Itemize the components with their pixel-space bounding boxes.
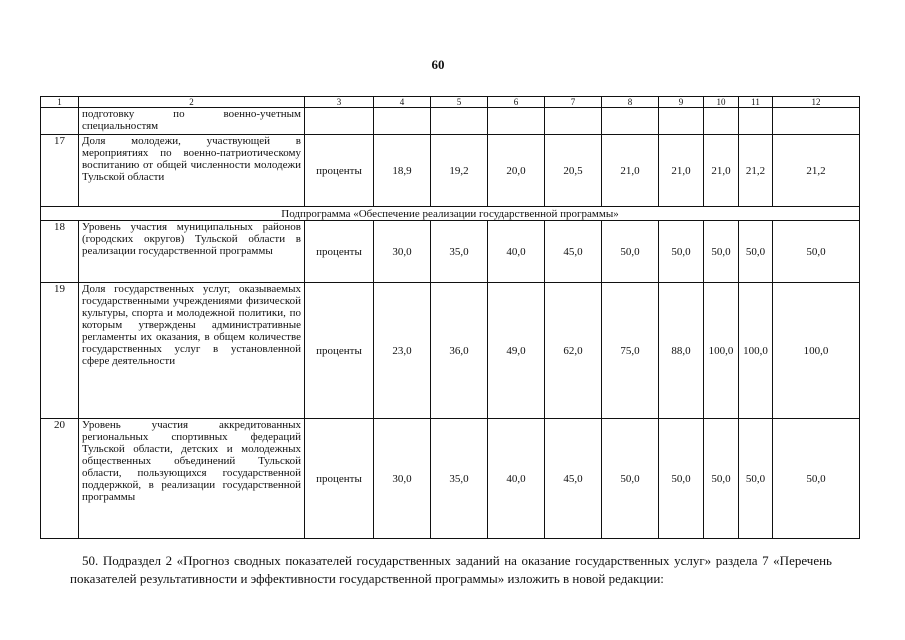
header-cell: 9: [659, 97, 704, 108]
page-number: 60: [431, 57, 445, 72]
value-cell: 100,0: [773, 283, 860, 419]
value-cell: 40,0: [488, 419, 545, 539]
value-cell: 36,0: [431, 283, 488, 419]
value-cell: 50,0: [602, 221, 659, 283]
header-cell: 12: [773, 97, 860, 108]
value-cell: 21,0: [659, 135, 704, 207]
table-row: [41, 419, 860, 539]
table-row: [41, 108, 860, 135]
unit-cell: [305, 108, 374, 135]
unit-cell: проценты: [305, 283, 374, 419]
header-cell: 11: [739, 97, 773, 108]
table-row: [41, 283, 860, 419]
row-number: 18: [41, 221, 79, 283]
value-cell: [545, 108, 602, 135]
unit-cell: проценты: [305, 135, 374, 207]
value-cell: 20,5: [545, 135, 602, 207]
value-cell: 50,0: [602, 419, 659, 539]
value-cell: 30,0: [374, 419, 431, 539]
value-cell: 50,0: [659, 221, 704, 283]
value-cell: 21,0: [704, 135, 739, 207]
header-cell: 3: [305, 97, 374, 108]
value-cell: 45,0: [545, 221, 602, 283]
value-cell: 50,0: [739, 221, 773, 283]
subprogram-title: Подпрограмма «Обеспечение реализации государственной программы»: [41, 207, 860, 221]
table-row: [41, 135, 860, 207]
value-cell: 45,0: [545, 419, 602, 539]
indicator-name: Уровень участия аккредитованных региональных спортивных федераций Тульской области, детских и молодежных общественных объединений Тульской области, пользующихся государственной поддержкой, в реализации государственной программы: [79, 419, 305, 539]
value-cell: 35,0: [431, 419, 488, 539]
value-cell: 23,0: [374, 283, 431, 419]
value-cell: 50,0: [773, 419, 860, 539]
value-cell: 21,2: [739, 135, 773, 207]
indicator-name: Уровень участия муниципальных районов (городских округов) Тульской области в реализации государственной программы: [79, 221, 305, 283]
value-cell: 50,0: [739, 419, 773, 539]
value-cell: 50,0: [704, 221, 739, 283]
header-cell: 6: [488, 97, 545, 108]
value-cell: 88,0: [659, 283, 704, 419]
value-cell: 30,0: [374, 221, 431, 283]
unit-cell: проценты: [305, 419, 374, 539]
value-cell: 62,0: [545, 283, 602, 419]
value-cell: [659, 108, 704, 135]
indicator-name: подготовку по военно-учетным специальностям: [79, 108, 305, 135]
header-cell: 1: [41, 97, 79, 108]
value-cell: 40,0: [488, 221, 545, 283]
indicator-name: Доля молодежи, участвующей в мероприятиях по военно-патриотическому воспитанию от общей численности молодежи Тульской области: [79, 135, 305, 207]
indicator-name: Доля государственных услуг, оказываемых государственными учреждениями физической культуры, спорта и молодежной политики, по которым утверждены административные регламенты их оказания, в общем количестве государственных услуг в установленной сфере деятельности: [79, 283, 305, 419]
value-cell: 19,2: [431, 135, 488, 207]
value-cell: [602, 108, 659, 135]
header-cell: 10: [704, 97, 739, 108]
value-cell: 49,0: [488, 283, 545, 419]
header-cell: 4: [374, 97, 431, 108]
value-cell: 20,0: [488, 135, 545, 207]
value-cell: 18,9: [374, 135, 431, 207]
row-number: 19: [41, 283, 79, 419]
table-row: [41, 221, 860, 283]
value-cell: [488, 108, 545, 135]
value-cell: 100,0: [704, 283, 739, 419]
value-cell: 75,0: [602, 283, 659, 419]
value-cell: 100,0: [739, 283, 773, 419]
header-cell: 5: [431, 97, 488, 108]
value-cell: 50,0: [704, 419, 739, 539]
header-cell: 7: [545, 97, 602, 108]
value-cell: 50,0: [773, 221, 860, 283]
value-cell: [704, 108, 739, 135]
row-number: 20: [41, 419, 79, 539]
value-cell: 21,0: [602, 135, 659, 207]
value-cell: [431, 108, 488, 135]
subprogram-row: [41, 207, 860, 221]
row-number: 17: [41, 135, 79, 207]
value-cell: [739, 108, 773, 135]
header-cell: 2: [79, 97, 305, 108]
value-cell: 35,0: [431, 221, 488, 283]
value-cell: 50,0: [659, 419, 704, 539]
indicators-table: [40, 96, 860, 539]
unit-cell: проценты: [305, 221, 374, 283]
table-header-row: [41, 97, 860, 108]
amendment-paragraph: 50. Подраздел 2 «Прогноз сводных показателей государственных заданий на оказание государственных услуг» раздела 7 «Перечень показателей результативности и эффективности государственной программы» изложить в новой редакции:: [70, 553, 832, 586]
header-cell: 8: [602, 97, 659, 108]
row-number: [41, 108, 79, 135]
value-cell: 21,2: [773, 135, 860, 207]
value-cell: [374, 108, 431, 135]
value-cell: [773, 108, 860, 135]
